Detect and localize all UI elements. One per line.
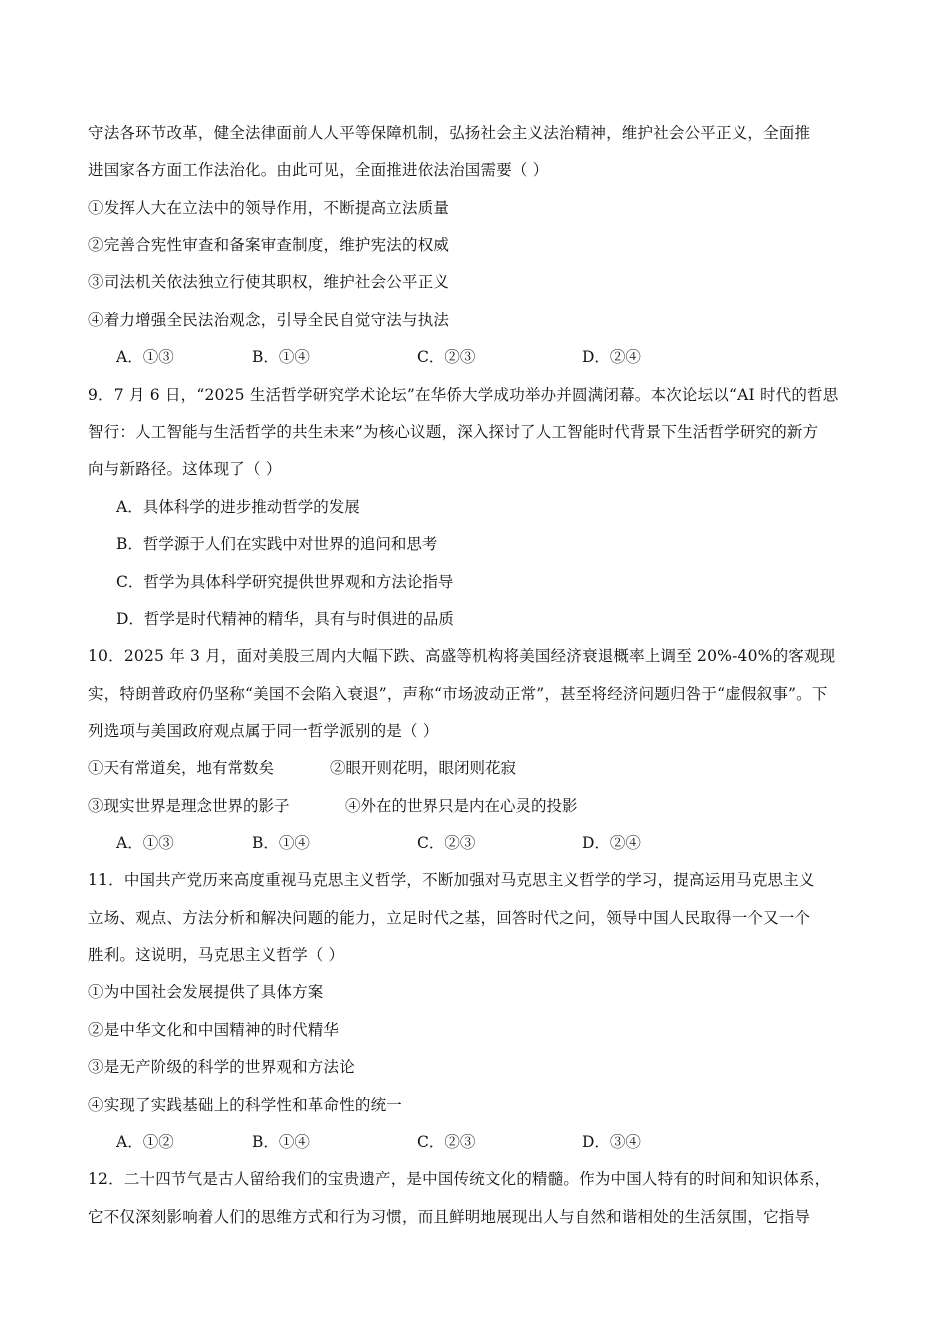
question-text-line: 进国家各方面工作法治化。由此可见，全面推进依法治国需要（ ）	[88, 161, 549, 179]
answer-option-b[interactable]: B．哲学源于人们在实践中对世界的追问和思考	[116, 535, 438, 553]
statement-item: ①发挥人大在立法中的领导作用，不断提高立法质量	[88, 199, 450, 217]
statement-item: ④实现了实践基础上的科学性和革命性的统一	[88, 1096, 403, 1114]
statement-item: ③是无产阶级的科学的世界观和方法论	[88, 1058, 355, 1076]
answer-option-d[interactable]: D．②④	[582, 834, 641, 852]
statement-item: ④着力增强全民法治观念，引导全民自觉守法与执法	[88, 311, 450, 329]
statement-item: ①天有常道矣，地有常数矣	[88, 759, 275, 777]
question-text-line: 实，特朗普政府仍坚称“美国不会陷入衰退”，声称“市场波动正常”，甚至将经济问题归咎于“虚假叙事”。下	[88, 685, 828, 703]
answer-option-c[interactable]: C．②③	[417, 1133, 476, 1151]
answer-option-d[interactable]: D．哲学是时代精神的精华，具有与时俱进的品质	[116, 610, 454, 628]
answer-option-c[interactable]: C．②③	[417, 834, 476, 852]
question-text-line: 胜利。这说明，马克思主义哲学（ ）	[88, 946, 345, 964]
answer-option-b[interactable]: B．①④	[252, 834, 310, 852]
answer-option-c[interactable]: C．哲学为具体科学研究提供世界观和方法论指导	[116, 573, 454, 591]
answer-option-a[interactable]: A．①③	[116, 834, 174, 852]
statement-item: ①为中国社会发展提供了具体方案	[88, 983, 324, 1001]
question-text-line: 守法各环节改革，健全法律面前人人平等保障机制，弘扬社会主义法治精神，维护社会公平正义，全面推	[88, 124, 811, 142]
answer-option-d[interactable]: D．②④	[582, 348, 641, 366]
question-text-line: 立场、观点、方法分析和解决问题的能力，立足时代之基，回答时代之问，领导中国人民取得一个又一个	[88, 909, 811, 927]
statement-item: ②是中华文化和中国精神的时代精华	[88, 1021, 340, 1039]
question-text-line: 向与新路径。这体现了（ ）	[88, 460, 282, 478]
answer-option-a[interactable]: A．具体科学的进步推动哲学的发展	[116, 498, 360, 516]
statement-item: ②眼开则花明，眼闭则花寂	[330, 759, 517, 777]
question-text-line: 它不仅深刻影响着人们的思维方式和行为习惯，而且鲜明地展现出人与自然和谐相处的生活氛围，它指导	[88, 1208, 811, 1226]
question-text-line: 列选项与美国政府观点属于同一哲学派别的是（ ）	[88, 722, 439, 740]
answer-option-c[interactable]: C．②③	[417, 348, 476, 366]
answer-option-b[interactable]: B．①④	[252, 348, 310, 366]
question-text-line: 9．7 月 6 日，“2025 生活哲学研究学术论坛”在华侨大学成功举办并圆满闭幕。本次论坛以“AI 时代的哲思	[88, 386, 839, 404]
answer-option-a[interactable]: A．①②	[116, 1133, 174, 1151]
statement-item: ③现实世界是理念世界的影子	[88, 797, 290, 815]
answer-option-a[interactable]: A．①③	[116, 348, 174, 366]
answer-option-b[interactable]: B．①④	[252, 1133, 310, 1151]
question-text-line: 11．中国共产党历来高度重视马克思主义哲学，不断加强对马克思主义哲学的学习，提高运用马克思主义	[88, 871, 815, 889]
statement-item: ③司法机关依法独立行使其职权，维护社会公平正义	[88, 273, 450, 291]
question-text-line: 10．2025 年 3 月，面对美股三周内大幅下跌、高盛等机构将美国经济衰退概率上调至 20%-40%的客观现	[88, 647, 836, 665]
question-text-line: 12．二十四节气是古人留给我们的宝贵遗产，是中国传统文化的精髓。作为中国人特有的时间和知识体系，	[88, 1170, 831, 1188]
statement-item: ④外在的世界只是内在心灵的投影	[345, 797, 578, 815]
question-text-line: 智行：人工智能与生活哲学的共生未来”为核心议题，深入探讨了人工智能时代背景下生活哲学研究的新方	[88, 423, 819, 441]
answer-option-d[interactable]: D．③④	[582, 1133, 641, 1151]
statement-item: ②完善合宪性审查和备案审查制度，维护宪法的权威	[88, 236, 450, 254]
